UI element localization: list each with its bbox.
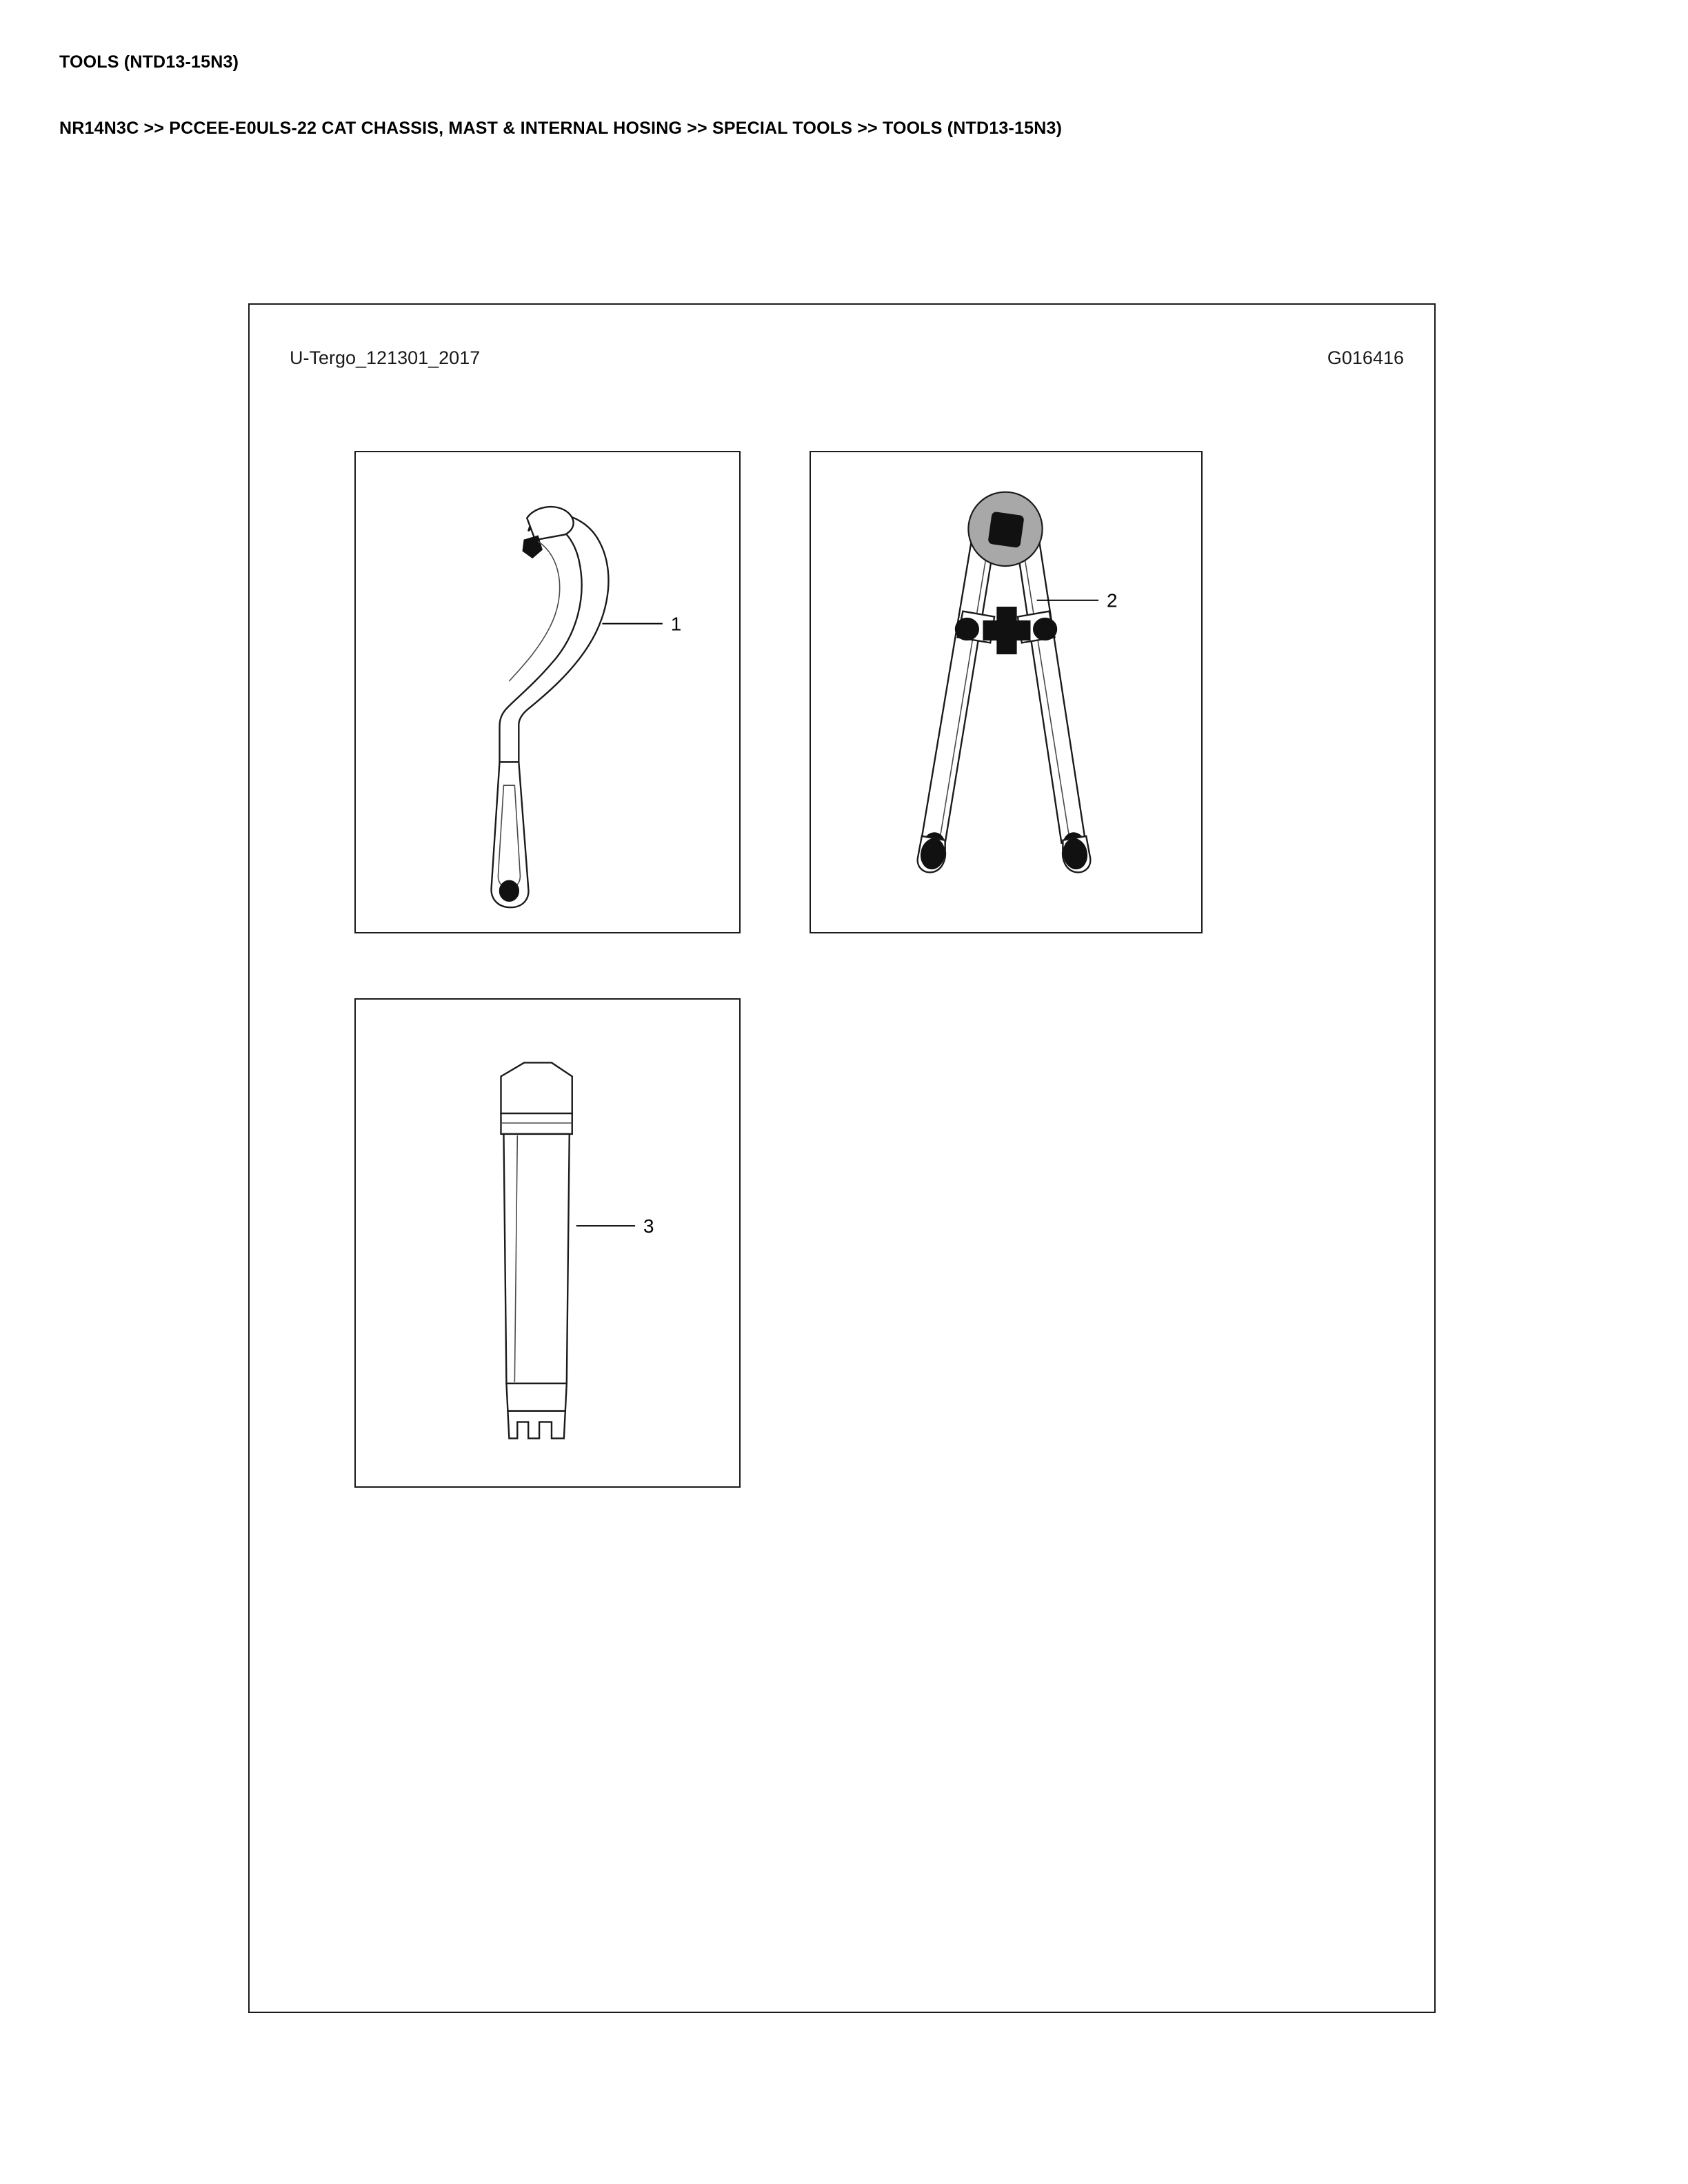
figure-panel-2 [810,451,1203,933]
figure-frame [248,303,1436,2013]
figure-panel-3 [354,998,741,1488]
socket-tool-illustration [356,1000,739,1486]
callout-label-3: 3 [643,1215,654,1237]
drawing-number-label: G016416 [1327,347,1404,368]
callout-label-1: 1 [670,613,682,635]
breadcrumb: NR14N3C >> PCCEE-E0ULS-22 CAT CHASSIS, MAST & INTERNAL HOSING >> SPECIAL TOOLS >> TOOLS (NTD13-15N3) [59,119,1063,138]
page-title: TOOLS (NTD13-15N3) [59,52,239,72]
callout-label-2: 2 [1106,589,1118,611]
snap-ring-pliers-illustration [811,452,1201,932]
hook-spanner-wrench-illustration [356,452,739,932]
figure-panel-1 [354,451,741,933]
drawing-name-label: U-Tergo_121301_2017 [290,347,481,368]
